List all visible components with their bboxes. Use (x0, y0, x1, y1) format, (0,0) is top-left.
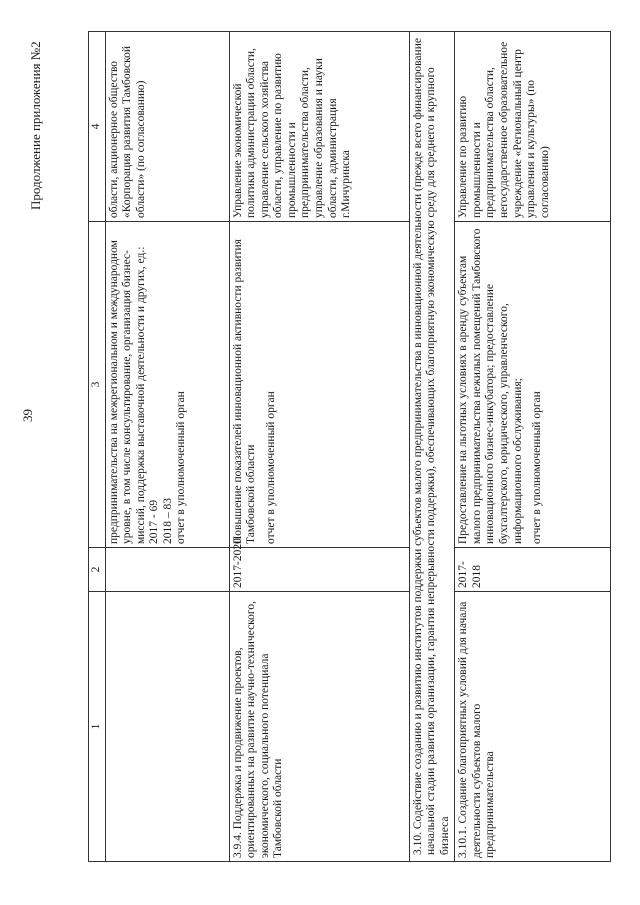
header-col-3: 3 (89, 222, 106, 548)
table-row (229, 32, 409, 862)
rotated-table-container (88, 32, 618, 862)
section-heading-3-10: 3.10. Содействие созданию и развитию институтов поддержки субъектов малого предпринимательства в инновационной деятельности (прежде всего финансирование начальной стадии развития организации, гарантия непрерывности поддержки), обеспечивающих благоприятную экономическую среду для среднего и крупного бизнеса (409, 32, 455, 862)
cell-executor: области, акционерное общество «Корпорация развития Тамбовской области» (по согласованию) (105, 32, 229, 222)
header-col-4: 4 (89, 32, 106, 222)
cell-measure: 3.10.1. Создание благоприятных условий для начала деятельности субъектов малого предпринимательства (455, 592, 611, 862)
table-row (105, 32, 229, 862)
indicator-text: предпринимательства на межрегиональном и международном уровне, в том числе консультирование, организация бизнес-миссий, поддержка выставочной деятельности и других, ед.: (107, 240, 147, 544)
cell-executor: Управление экономической политики администрации области, управление сельского хозяйства области, управление по развитию промышленности и предпринимательства области, управление образования и науки области, администрация г.Мичуринска (229, 32, 409, 222)
indicator-value: 2018 – 83 (161, 498, 174, 544)
cell-indicator (229, 222, 409, 548)
indicator-report: отчет в уполномоченный орган (175, 391, 188, 544)
indicator-text: Предоставление на льготных условиях в аренду субъектам малого предпринимательства нежилых помещений Тамбовского инновационного бизнес-инкубатора; предоставление бухгалтерского, юридического, управленческого, информационного обслуживания; (457, 228, 524, 544)
header-col-2: 2 (89, 548, 106, 592)
table-row (455, 32, 611, 862)
page-number: 39 (20, 409, 35, 422)
indicator-report: отчет в уполномоченный орган (531, 391, 544, 544)
cell-executor: Управление по развитию промышленности и предпринимательства области, негосударственное образовательное учреждение «Региональный центр управления и культуры» (по согласованию) (455, 32, 611, 222)
cell-period: 2017-2020 (229, 548, 409, 592)
cell-indicator (455, 222, 611, 548)
header-col-1: 1 (89, 592, 106, 862)
appendix-continuation-note: Продолжение приложения №2 (28, 41, 43, 210)
table-header-row (89, 32, 106, 862)
indicator-report: отчет в уполномоченный орган (264, 391, 277, 544)
cell-measure: 3.9.4. Поддержка и продвижение проектов, ориентированных на развитие научно-технического, экономического, социального потенциала Тамбовской области (229, 592, 409, 862)
section-row (409, 32, 455, 862)
cell-measure (105, 592, 229, 862)
indicator-text: Повышение показателей инновационной активности развития Тамбовской области (231, 239, 258, 544)
measures-table (88, 31, 611, 862)
cell-period (105, 548, 229, 592)
cell-indicator (105, 222, 229, 548)
indicator-value: 2017 - 69 (148, 499, 161, 544)
cell-period: 2017-2018 (455, 548, 611, 592)
